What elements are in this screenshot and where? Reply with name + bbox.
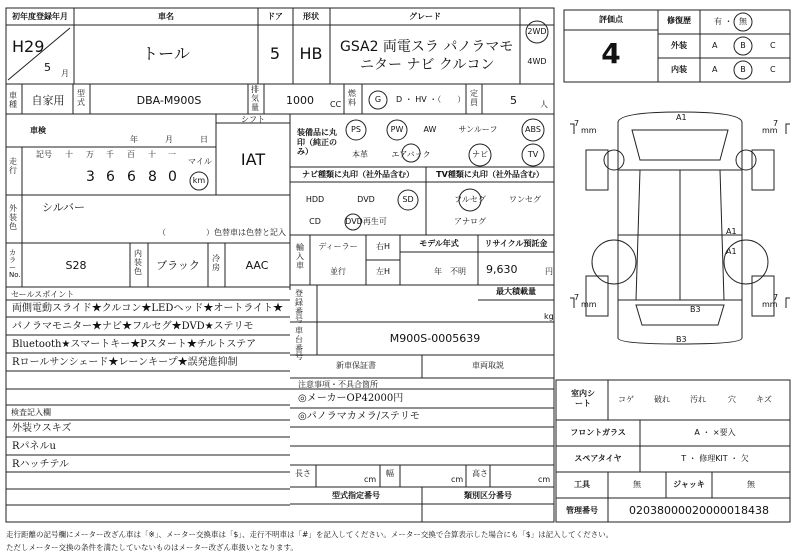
note-line-1: ◎メーカーOP42000円 xyxy=(298,393,404,404)
import-parallel: 並行 xyxy=(330,267,346,276)
navi-cd: CD xyxy=(309,217,321,226)
front-glass-opts: A ・ ×要入 xyxy=(694,428,736,437)
repair-label: 修復歴 xyxy=(667,16,691,25)
exterior-b: B xyxy=(740,41,746,50)
cc-unit: CC xyxy=(330,100,342,109)
tread-fl-mm: mm xyxy=(581,126,597,135)
km-unit: km xyxy=(192,176,206,185)
month-unit: 月 xyxy=(61,69,69,78)
score-value: 4 xyxy=(601,37,621,70)
car-name-label: 車名 xyxy=(158,12,174,21)
interior-c: C xyxy=(770,65,776,74)
model-label: 型式 xyxy=(77,89,85,107)
digit-0: 3 xyxy=(86,169,95,185)
interior-seat-label: 室内シート xyxy=(571,389,595,409)
length-cm: cm xyxy=(364,475,377,484)
inspector-line-1: 外装ウスキズ xyxy=(12,423,72,434)
vehicle-manual: 車両取説 xyxy=(472,361,504,370)
max-load-label: 最大積載量 xyxy=(496,287,536,296)
inspector-line-2: Rパネルu xyxy=(12,441,56,452)
equipment-label: 装備品に丸印（純正のみ） xyxy=(297,128,337,157)
navi-dvd-play: DVD再生可 xyxy=(345,217,387,226)
equip-ps: PS xyxy=(351,125,361,134)
color-code-label: カラーNo. xyxy=(9,249,21,280)
doors: 5 xyxy=(269,44,281,63)
grade-line2: ニター ナビ クルコン xyxy=(360,57,495,73)
tv-analog: アナログ xyxy=(454,217,486,226)
seat-hole: 穴 xyxy=(728,395,736,404)
width-cm: cm xyxy=(451,475,464,484)
grade-label: グレード xyxy=(409,12,441,21)
import-lh: 左H xyxy=(375,267,391,276)
navi-sd: SD xyxy=(402,195,414,204)
jack-label: ジャッキ xyxy=(673,480,705,489)
navi-hdd: HDD xyxy=(305,195,325,204)
sales-line-2: パノラマモニター★ナビ★フルセグ★DVD★ステリモ xyxy=(12,321,254,332)
digit-2: 6 xyxy=(127,169,136,185)
length-label: 長さ xyxy=(295,469,311,478)
displacement-label: 排気量 xyxy=(251,85,259,112)
seat-tear: 破れ xyxy=(654,395,670,404)
import-label: 輸入車 xyxy=(296,243,304,270)
unit-4: 十 xyxy=(148,150,156,159)
equip-pw: PW xyxy=(390,125,404,134)
equip-sunroof: サンルーフ xyxy=(458,125,498,134)
digit-3: 8 xyxy=(148,169,157,185)
score-label: 評価点 xyxy=(599,15,623,24)
shape-label: 形状 xyxy=(303,12,319,21)
sales-line-1: 両側電動スライド★クルコン★LEDヘッド★オートライト★ xyxy=(12,303,284,314)
interior-b: B xyxy=(740,65,746,74)
door-label: ドア xyxy=(267,12,283,21)
ac-value: AAC xyxy=(245,259,269,272)
tv-label: TV種類に丸印（社外品含む） xyxy=(436,170,544,179)
chassis-label: 車台番号 xyxy=(295,326,303,362)
import-dealer: ディーラー xyxy=(318,242,358,251)
jack-value: 無 xyxy=(747,480,755,489)
equip-airbag: エアバック xyxy=(391,150,431,159)
tread-fr-mm: mm xyxy=(762,126,778,135)
car-name: トール xyxy=(142,44,190,63)
unit-2: 千 xyxy=(106,150,114,159)
equip-abs: ABS xyxy=(525,125,541,134)
diagram-mark-b3-rear: B3 xyxy=(690,305,701,314)
unit-0: 十 xyxy=(65,150,73,159)
repair-opts: 有 ・ xyxy=(714,17,733,26)
shape: HB xyxy=(299,44,323,63)
interior-a: A xyxy=(712,65,718,74)
car-type-label: 車種 xyxy=(9,91,17,109)
seat-scratch: キズ xyxy=(756,395,772,404)
shift-value: IAT xyxy=(240,150,266,169)
model: DBA-M900S xyxy=(136,94,202,107)
mile-label: マイル xyxy=(188,157,212,166)
sales-line-3: Bluetooth★スマートキー★Pスタート★チルトステア xyxy=(12,339,257,350)
type-number-label: 型式指定番号 xyxy=(332,491,380,500)
drive-2wd: 2WD xyxy=(527,27,547,36)
unit-5: 一 xyxy=(168,150,176,159)
unit-1: 万 xyxy=(86,150,94,159)
digit-4: 0 xyxy=(168,169,177,185)
color-note: （ ）色替車は色替と記入 xyxy=(158,228,286,237)
front-glass-label: フロントガラス xyxy=(570,428,626,437)
fuel-g: G xyxy=(374,95,382,104)
capacity: 5 xyxy=(510,94,517,107)
navi-dvd: DVD xyxy=(357,195,375,204)
color-value: シルバー xyxy=(42,201,85,214)
yen-unit: 円 xyxy=(545,267,553,276)
fuel-rest: D ・ HV ・（ ） xyxy=(396,95,466,104)
width-label: 幅 xyxy=(386,469,394,478)
displacement: 1000 xyxy=(286,94,314,107)
sales-label: セールスポイント xyxy=(11,290,75,299)
mileage-symbol-label: 記号 xyxy=(36,150,52,159)
tools-label: 工具 xyxy=(574,480,590,489)
import-rh: 右H xyxy=(375,242,391,251)
recycle-value: 9,630 xyxy=(486,263,518,276)
fuel-label: 燃料 xyxy=(348,89,356,107)
kg-unit: kg xyxy=(544,312,554,321)
reg-month: 5 xyxy=(44,61,51,74)
category-number-label: 類別区分番号 xyxy=(464,491,512,500)
tv-oneseg: ワンセグ xyxy=(509,195,541,204)
reg-year-label: 初年度登録年月 xyxy=(12,12,68,21)
repair-selected: 無 xyxy=(739,17,747,26)
interior-color-label: 内装色 xyxy=(134,249,142,276)
usage: 自家用 xyxy=(31,94,65,107)
mgmt-number: 02038000020000018438 xyxy=(629,504,769,517)
ac-label: 冷房 xyxy=(212,254,220,272)
tread-rl-mm: mm xyxy=(581,300,597,309)
inspection-day-unit: 日 xyxy=(200,135,208,144)
footer-line-1: 走行距離の記号欄にメーター改ざん車は「※」、メーター交換車は「$」、走行不明車は「#」を記入してください。メーター交換で合算表示した場合にも「$」は記入してください。 xyxy=(6,530,614,539)
model-year: 年 不明 xyxy=(434,267,466,276)
person-unit: 人 xyxy=(540,100,548,109)
inspection-month-unit: 月 xyxy=(165,135,173,144)
capacity-label: 定員 xyxy=(470,89,478,107)
color-label: 外装色 xyxy=(9,204,17,231)
notes-label: 注意事項・不具合箇所 xyxy=(298,380,378,389)
interior-label: 内装 xyxy=(671,65,687,74)
equip-tv: TV xyxy=(527,150,539,159)
inspector-label: 検査記入欄 xyxy=(11,408,51,417)
mgmt-number-label: 管理番号 xyxy=(566,506,598,515)
navi-label: ナビ種類に丸印（社外品含む） xyxy=(302,170,414,179)
inspection-label: 車検 xyxy=(30,126,46,135)
tv-fullseg: フルセグ xyxy=(454,195,486,204)
tread-rr-mm: mm xyxy=(762,300,778,309)
equip-leather: 本革 xyxy=(352,150,368,159)
exterior-c: C xyxy=(770,41,776,50)
unit-3: 百 xyxy=(127,150,135,159)
footer-line-2: ただしメーター交換の条件を満たしていないものはメーター改ざん車扱いとなります。 xyxy=(6,543,298,552)
interior-color: ブラック xyxy=(156,259,200,272)
seat-stain: 汚れ xyxy=(690,395,706,404)
height-label: 高さ xyxy=(472,469,488,478)
new-warranty: 新車保証書 xyxy=(336,361,376,370)
tools-value: 無 xyxy=(633,480,641,489)
digit-1: 6 xyxy=(106,169,115,185)
spare-tire-label: スペアタイヤ xyxy=(574,454,622,463)
equip-aw: AW xyxy=(423,125,437,134)
note-line-2: ◎パノラマカメラ/ステリモ xyxy=(298,411,420,422)
inspection-year-unit: 年 xyxy=(130,135,138,144)
height-cm: cm xyxy=(538,475,551,484)
model-year-label: モデル年式 xyxy=(419,239,459,248)
car-damage-diagram xyxy=(570,112,790,344)
shift-label: シフト xyxy=(241,115,265,124)
equip-navi: ナビ xyxy=(472,150,488,159)
drive-4wd: 4WD xyxy=(527,57,547,66)
sales-line-4: Rロールサンシェード★レーンキープ★誤発進抑制 xyxy=(12,357,238,368)
tread-rr: 7 xyxy=(773,293,779,302)
diagram-mark-a1-right: A1 xyxy=(726,227,737,236)
exterior-a: A xyxy=(712,41,718,50)
chassis-number: M900S-0005639 xyxy=(389,332,481,345)
diagram-mark-b3-bumper: B3 xyxy=(676,335,687,344)
reg-year: H29 xyxy=(12,37,45,56)
recycle-label: リサイクル預託金 xyxy=(484,239,548,248)
diagram-mark-a1-front: A1 xyxy=(676,113,687,122)
reg-number-label: 登録番号 xyxy=(295,289,303,325)
spare-tire-opts: T ・ 修理KIT ・ 欠 xyxy=(681,454,749,463)
grade-line1: GSA2 両電スラ パノラマモ xyxy=(340,39,514,55)
seat-burn: コゲ xyxy=(618,395,634,404)
tread-fr: 7 xyxy=(773,119,779,128)
tread-rl: 7 xyxy=(574,293,580,302)
inspector-line-3: Rハッチテル xyxy=(12,459,70,470)
tread-fl: 7 xyxy=(574,119,580,128)
color-code: S28 xyxy=(65,259,87,272)
exterior-label: 外装 xyxy=(671,41,687,50)
diagram-mark-a1-right2: A1 xyxy=(726,247,737,256)
mileage-label: 走行 xyxy=(9,157,17,175)
